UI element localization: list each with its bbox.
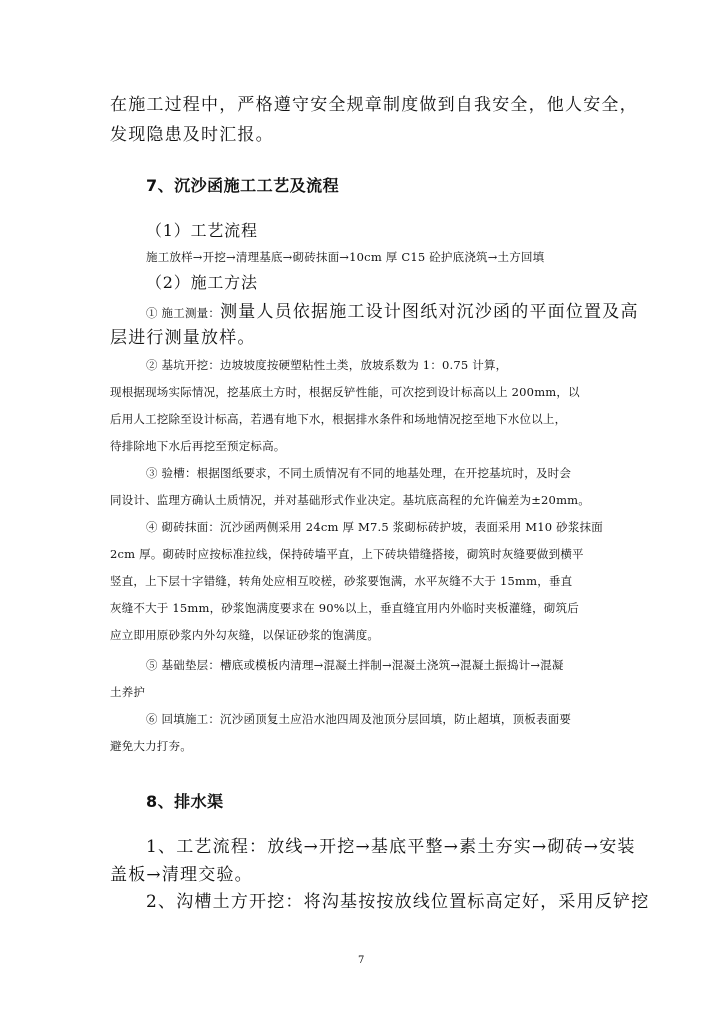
section-heading: 8、排水渠 [146, 792, 224, 811]
paragraph-line: 灰缝不大于 15mm，砂浆饱满度要求在 90%以上，垂直缝宜用内外临时夹板灌缝，砌筑后 [110, 601, 579, 615]
paragraph-line: ④ 砌砖抹面：沉沙函两侧采用 24cm 厚 M7.5 浆砌标砖护坡，表面采用 M10 砂浆抹面 [146, 520, 603, 534]
paragraph-line: 层进行测量放样。 [110, 328, 256, 348]
page-number: 7 [358, 955, 365, 966]
paragraph-line: ② 基坑开挖：边坡坡度按硬塑粘性土类，放坡系数为 1：0.75 计算， [146, 358, 508, 372]
paragraph-line: 2、沟槽土方开挖：将沟基按按放线位置标高定好，采用反铲挖 [146, 892, 650, 912]
paragraph-line: 盖板→清理交验。 [110, 865, 253, 885]
paragraph-line: ③ 验槽：根据图纸要求，不同土质情况有不同的地基处理，在开挖基坑时，及时会 [146, 466, 572, 480]
paragraph-line: 发现隐患及时汇报。 [110, 125, 274, 145]
paragraph-line: 2cm 厚。砌砖时应按标准拉线，保持砖墙平直，上下砖块错缝搭接，砌筑时灰缝要做到横平 [110, 547, 584, 561]
paragraph-line: 应立即用原砂浆内外勾灰缝，以保证砂浆的饱满度。 [110, 628, 380, 642]
subsection-heading: （2）施工方法 [146, 273, 258, 292]
paragraph-line: 同设计、监理方确认土质情况，并对基础形式作业决定。基坑底高程的允许偏差为±20mm。 [110, 493, 590, 507]
subsection-heading: （1）工艺流程 [146, 221, 258, 240]
paragraph-line: ⑤ 基础垫层：槽底或模板内清理→混凝土拌制→混凝土浇筑→混凝土振捣计→混凝 [146, 658, 564, 672]
paragraph-line: 土养护 [110, 685, 146, 699]
paragraph-line: 现根据现场实际情况，挖基底土方时，根据反铲性能，可次挖到设计标高以上 200mm，以 [110, 385, 580, 399]
item-label: ① 施工测量： [146, 306, 221, 320]
paragraph-line: 后用人工挖除至设计标高，若遇有地下水，根据排水条件和场地情况挖至地下水位以上， [110, 412, 567, 426]
paragraph-line: 1、工艺流程：放线→开挖→基底平整→素土夯实→砌砖→安装 [146, 837, 636, 857]
paragraph-line: 待排除地下水后再挖至预定标高。 [110, 439, 286, 453]
method-item-1 [146, 297, 639, 322]
paragraph-line: 在施工过程中，严格遵守安全规章制度做到自我安全，他人安全， [110, 95, 638, 115]
paragraph-line: ⑥ 回填施工：沉沙函顶复土应沿水池四周及池顶分层回填，防止超填，顶板表面要 [146, 712, 572, 726]
paragraph-line: 竖直，上下层十字错缝，转角处应相互咬槎，砂浆要饱满，水平灰缝不大于 15mm，垂直 [110, 574, 573, 588]
item-text: 测量人员依据施工设计图纸对沉沙函的平面位置及高 [220, 302, 639, 322]
section-heading: 7、沉沙函施工工艺及流程 [146, 176, 340, 195]
paragraph-line: 避免大力打夯。 [110, 739, 192, 753]
process-flow: 施工放样→开挖→清理基底→砌砖抹面→10cm 厚 C15 砼护底浇筑→土方回填 [146, 250, 545, 264]
